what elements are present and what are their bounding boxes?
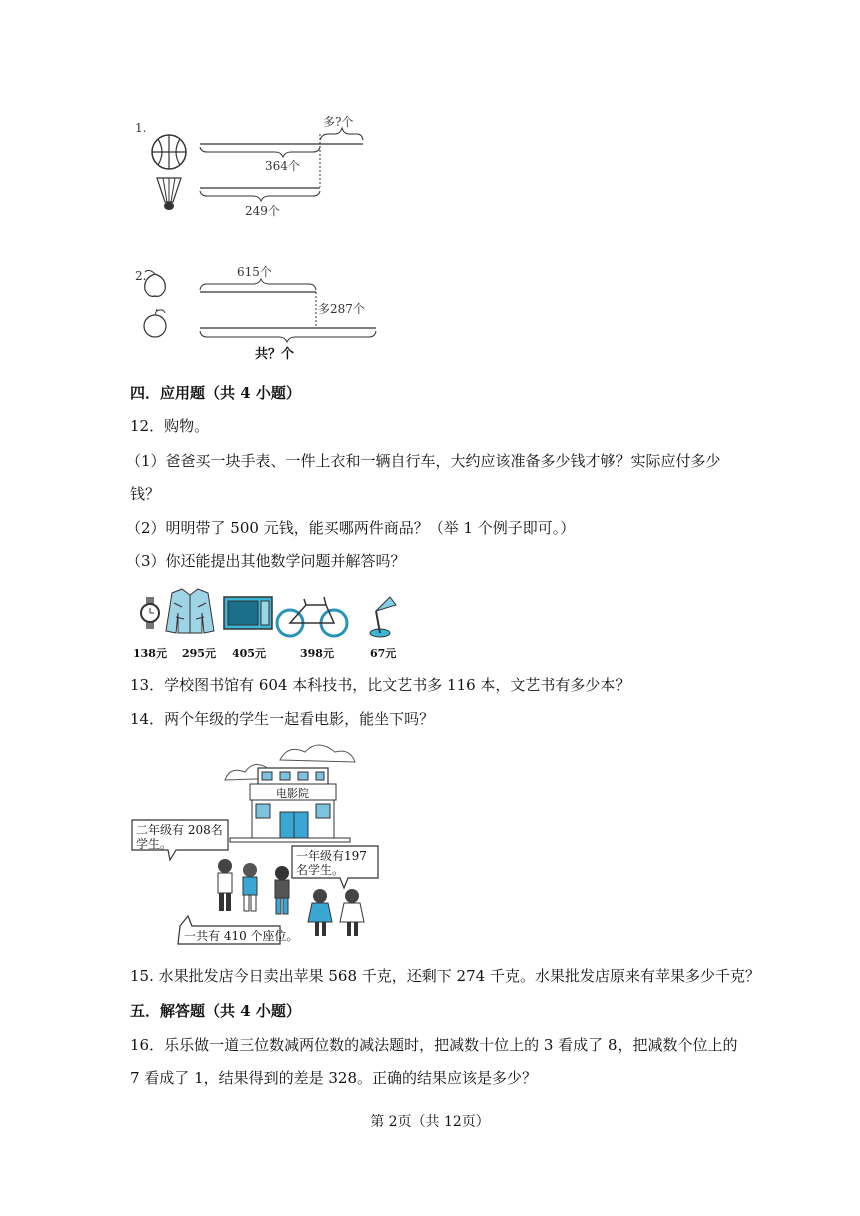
bicycle-icon: [277, 597, 347, 636]
price-jacket: 295元: [182, 647, 216, 660]
q14-illustration: [130, 740, 390, 950]
shuttlecock-icon: [157, 178, 181, 210]
figure-2-number: 2.: [135, 269, 147, 283]
page-footer: 第 2页（共 12页）: [370, 1114, 490, 1130]
q12-title: 12．购物。: [130, 417, 210, 435]
figure-2-diagram: [125, 258, 385, 368]
q12-products: [130, 585, 410, 660]
bubble-grade1-line1: 一年级有197: [296, 849, 367, 863]
q14-text: 14．两个年级的学生一起看电影，能坐下吗？: [130, 710, 435, 728]
figure-2: [125, 258, 385, 368]
q12-part2: （2）明明带了 500 元钱，能买哪两件商品？（举 1 个例子即可。）: [126, 519, 576, 537]
figure-2-more-label: 多287个: [318, 302, 365, 316]
watch-icon: [141, 597, 159, 629]
microwave-icon: [224, 597, 272, 629]
bubble-grade2-line1: 二年级有 208名: [136, 823, 223, 837]
cinema-illustration: [130, 740, 390, 950]
figure-1-more-label: 多?个: [323, 115, 354, 129]
figure-1-bottom-length: 249个: [245, 204, 280, 218]
bubble-seats: 一共有 410 个座位。: [184, 929, 299, 943]
q13-text: 13．学校图书馆有 604 本科技书，比文艺书多 116 本，文艺书有多少本？: [130, 676, 631, 694]
bubble-grade2-line2: 学生。: [136, 837, 173, 851]
q15-text: 15. 水果批发店今日卖出苹果 568 千克，还剩下 274 千克。水果批发店原来有苹果多少千克？: [130, 967, 760, 985]
figure-1-diagram: [125, 112, 385, 222]
lamp-icon: [370, 597, 396, 637]
q12-part1-line1: （1）爸爸买一块手表、一件上衣和一辆自行车，大约应该准备多少钱才够？实际应付多少: [126, 452, 721, 470]
figure-2-top-length: 615个: [237, 265, 272, 279]
section-5-heading: 五．解答题（共 4 小题）: [130, 1002, 301, 1020]
q16-line2: 7 看成了 1，结果得到的差是 328。正确的结果应该是多少？: [130, 1069, 538, 1087]
figure-1-number: 1.: [135, 121, 147, 135]
price-watch: 138元: [133, 647, 167, 660]
figure-1: [125, 112, 385, 222]
basketball-icon: [152, 135, 186, 169]
price-bicycle: 398元: [300, 647, 334, 660]
bubble-grade1-line2: 名学生。: [296, 863, 345, 877]
figure-2-total-label: 共？个: [255, 347, 295, 362]
jacket-icon: [166, 589, 214, 633]
section-4-heading: 四．应用题（共 4 小题）: [130, 384, 301, 402]
price-lamp: 67元: [370, 647, 397, 660]
q16-line1: 16．乐乐做一道三位数减两位数的减法题时，把减数十位上的 3 看成了 8，把减数个位上的: [130, 1036, 738, 1054]
cinema-sign: 电影院: [276, 787, 309, 800]
q12-part1-line2: 钱？: [130, 485, 161, 503]
figure-1-top-length: 364个: [265, 159, 300, 173]
products-illustration: [130, 585, 410, 660]
price-microwave: 405元: [232, 647, 266, 660]
apple-icon: [144, 309, 166, 337]
q12-part3: （3）你还能提出其他数学问题并解答吗？: [126, 552, 406, 570]
peach-icon: [145, 270, 166, 296]
